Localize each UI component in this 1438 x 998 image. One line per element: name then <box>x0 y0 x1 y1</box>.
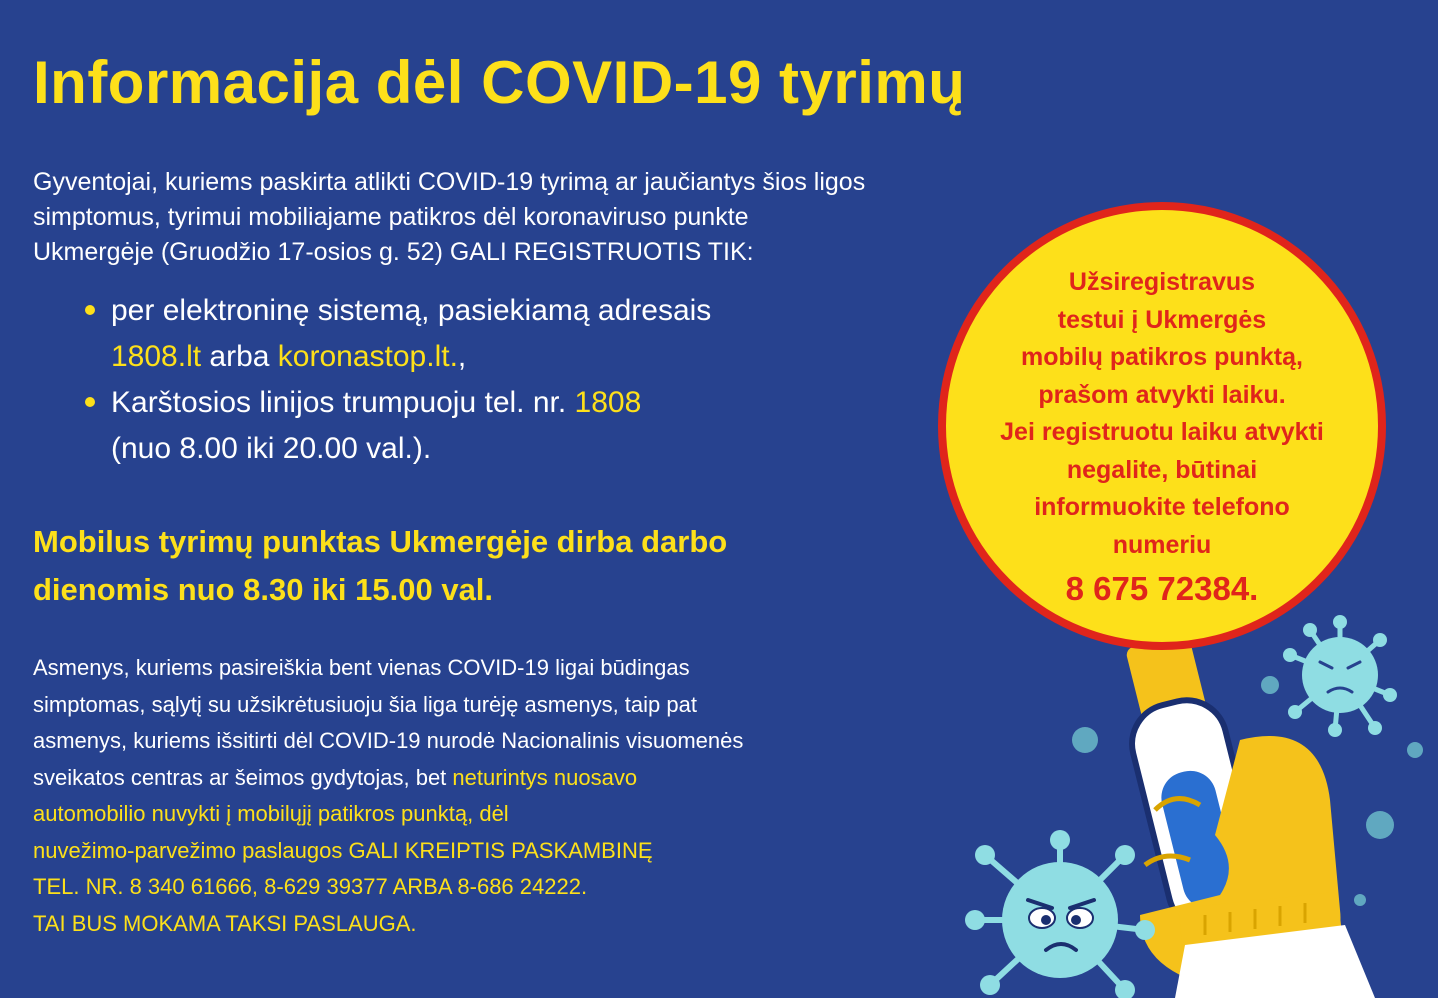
intro-line: simptomus, tyrimui mobiliajame patikros dėl koronaviruso punkte <box>33 203 749 231</box>
online-tail: , <box>457 340 467 373</box>
notice-text <box>946 264 1378 614</box>
link-koronastop-lt[interactable]: koronastop.lt. <box>277 340 458 373</box>
taxi-phone-numbers: TEL. NR. 8 340 61666, 8-629 39377 ARBA 8-686 24222. <box>33 874 588 899</box>
notice-line: informuokite telefono <box>1034 493 1290 521</box>
bottom-line: asmenys, kuriems išsitirti dėl COVID-19 nurodė Nacionalinis visuomenės <box>33 728 744 753</box>
bottom-line: TAI BUS MOKAMA TAKSI PASLAUGA. <box>33 910 417 936</box>
bottom-line: Asmenys, kuriems pasireiškia bent vienas COVID-19 ligai būdingas <box>33 655 690 680</box>
phone-prefix: Karštosios linijos trumpuoju tel. nr. <box>111 386 575 419</box>
registration-notice-badge <box>938 202 1386 650</box>
notice-line: mobilų patikros punktą, <box>1021 343 1303 371</box>
notice-phone-end: . <box>1249 570 1259 607</box>
phone-hours: (nuo 8.00 iki 20.00 val.). <box>111 432 432 465</box>
bottom-line-yellow: neturintys nuosavo <box>452 764 638 790</box>
bottom-line: nuvežimo-parvežimo paslaugos GALI KREIPTIS PASKAMBINĘ <box>33 837 653 863</box>
bottom-line: automobilio nuvykti į mobilųjį patikros punktą, dėl <box>33 801 509 826</box>
intro-line: Ukmergėje (Gruodžio 17-osios g. 52) GALI REGISTRUOTIS TIK: <box>33 238 754 266</box>
hours-line: dienomis nuo 8.30 iki 15.00 val. <box>33 572 494 607</box>
bullet-icon <box>85 397 95 407</box>
bottom-line-white: sveikatos centras ar šeimos gydytojas, bet <box>33 764 453 790</box>
online-conj: arba <box>201 340 278 373</box>
registration-methods-list <box>85 288 711 472</box>
hours-line: Mobilus tyrimų punktas Ukmergėje dirba darbo <box>33 524 728 559</box>
intro-line: Gyventojai, kuriems paskirta atlikti COVID-19 tyrimą ar jaučiantys šios ligos <box>33 168 866 196</box>
notice-line: Užsiregistravus <box>1068 268 1256 296</box>
notice-phone-line <box>946 564 1378 614</box>
intro-paragraph <box>33 165 1093 270</box>
notice-phone-number[interactable]: 8 675 72384 <box>1065 570 1250 607</box>
list-item-online <box>85 288 711 380</box>
virus-illustration <box>940 600 1438 998</box>
working-hours <box>33 518 727 614</box>
bottom-line: simptomas, sąlytį su užsikrėtusiuoju šia liga turėję asmenys, taip pat <box>33 691 697 717</box>
page-title: Informacija dėl COVID-19 tyrimų <box>33 49 966 116</box>
link-1808-lt[interactable]: 1808.lt <box>111 340 202 373</box>
hotline-number[interactable]: 1808 <box>574 386 642 419</box>
transport-info <box>33 650 743 942</box>
notice-line: negalite, būtinai <box>1066 455 1258 484</box>
notice-line: testui į Ukmergės <box>1057 305 1267 334</box>
notice-line: prašom atvykti laiku. <box>1038 380 1286 409</box>
phone-line <box>111 380 711 426</box>
list-item-phone <box>85 380 711 472</box>
bottom-line <box>33 760 743 797</box>
online-links-line <box>111 334 711 380</box>
notice-line: numeriu <box>1112 530 1212 559</box>
online-text: per elektroninę sistemą, pasiekiamą adresais <box>111 294 712 327</box>
bullet-icon <box>85 305 95 315</box>
notice-line: Jei registruotu laiku atvykti <box>1000 418 1324 446</box>
